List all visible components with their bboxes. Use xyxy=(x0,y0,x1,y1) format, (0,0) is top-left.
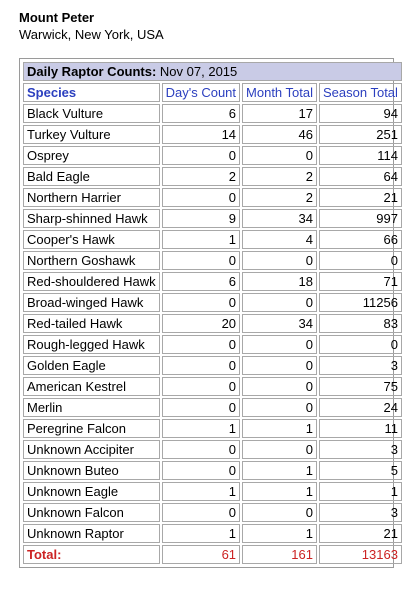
month-total-cell: 18 xyxy=(242,272,317,291)
day-count-cell: 2 xyxy=(162,167,240,186)
day-count-cell: 0 xyxy=(162,146,240,165)
raptor-counts-table xyxy=(19,58,398,568)
season-total-cell: 3 xyxy=(319,440,402,459)
table-row xyxy=(23,482,402,501)
day-count-cell: 20 xyxy=(162,314,240,333)
table-row xyxy=(23,524,402,543)
month-total-cell: 17 xyxy=(242,104,317,123)
season-total-cell: 11 xyxy=(319,419,402,438)
species-cell: Unknown Raptor xyxy=(23,524,160,543)
day-count-cell: 1 xyxy=(162,230,240,249)
day-count-cell: 6 xyxy=(162,104,240,123)
month-total-cell: 0 xyxy=(242,398,317,417)
season-total-cell: 5 xyxy=(319,461,402,480)
species-cell: Unknown Eagle xyxy=(23,482,160,501)
day-count-cell: 0 xyxy=(162,356,240,375)
species-cell: Sharp-shinned Hawk xyxy=(23,209,160,228)
species-cell: Merlin xyxy=(23,398,160,417)
day-count-cell: 0 xyxy=(162,188,240,207)
report-header-row xyxy=(23,62,402,81)
day-count-cell: 14 xyxy=(162,125,240,144)
season-total-cell: 0 xyxy=(319,335,402,354)
day-count-cell: 0 xyxy=(162,251,240,270)
species-cell: Red-shouldered Hawk xyxy=(23,272,160,291)
table-row xyxy=(23,146,402,165)
day-count-cell: 0 xyxy=(162,503,240,522)
report-title: Daily Raptor Counts: xyxy=(27,64,157,79)
season-total-cell: 66 xyxy=(319,230,402,249)
season-total-cell: 21 xyxy=(319,188,402,207)
month-total-cell: 0 xyxy=(242,335,317,354)
table-row xyxy=(23,356,402,375)
species-cell: Golden Eagle xyxy=(23,356,160,375)
site-location: Warwick, New York, USA xyxy=(19,27,164,42)
season-total-cell: 24 xyxy=(319,398,402,417)
table-row xyxy=(23,419,402,438)
month-total-cell: 0 xyxy=(242,440,317,459)
table-row xyxy=(23,377,402,396)
month-total-cell: 1 xyxy=(242,461,317,480)
counts-grid xyxy=(21,60,404,566)
day-count-cell: 1 xyxy=(162,419,240,438)
season-total-cell: 83 xyxy=(319,314,402,333)
species-cell: Black Vulture xyxy=(23,104,160,123)
month-total-cell: 0 xyxy=(242,377,317,396)
season-total-cell: 3 xyxy=(319,356,402,375)
day-count-column-header: Day's Count xyxy=(162,83,240,102)
month-total-cell: 2 xyxy=(242,167,317,186)
month-total-cell: 34 xyxy=(242,209,317,228)
column-header-row xyxy=(23,83,402,102)
month-total-column-header: Month Total xyxy=(242,83,317,102)
table-row xyxy=(23,335,402,354)
table-row xyxy=(23,461,402,480)
table-row xyxy=(23,125,402,144)
table-row xyxy=(23,440,402,459)
table-row xyxy=(23,230,402,249)
table-row xyxy=(23,293,402,312)
month-total-cell: 1 xyxy=(242,482,317,501)
total-row xyxy=(23,545,402,564)
month-total-cell: 2 xyxy=(242,188,317,207)
day-count-cell: 9 xyxy=(162,209,240,228)
species-cell: American Kestrel xyxy=(23,377,160,396)
table-row xyxy=(23,188,402,207)
day-count-cell: 1 xyxy=(162,524,240,543)
species-cell: Rough-legged Hawk xyxy=(23,335,160,354)
species-cell: Turkey Vulture xyxy=(23,125,160,144)
day-count-cell: 0 xyxy=(162,293,240,312)
species-cell: Cooper's Hawk xyxy=(23,230,160,249)
season-total-column-header: Season Total xyxy=(319,83,402,102)
table-row xyxy=(23,314,402,333)
day-count-cell: 6 xyxy=(162,272,240,291)
month-total-cell: 34 xyxy=(242,314,317,333)
total-season-total: 13163 xyxy=(319,545,402,564)
species-cell: Northern Harrier xyxy=(23,188,160,207)
season-total-cell: 75 xyxy=(319,377,402,396)
season-total-cell: 1 xyxy=(319,482,402,501)
species-cell: Northern Goshawk xyxy=(23,251,160,270)
season-total-cell: 0 xyxy=(319,251,402,270)
total-day-count: 61 xyxy=(162,545,240,564)
season-total-cell: 3 xyxy=(319,503,402,522)
species-cell: Osprey xyxy=(23,146,160,165)
month-total-cell: 0 xyxy=(242,503,317,522)
table-row xyxy=(23,251,402,270)
day-count-cell: 0 xyxy=(162,440,240,459)
month-total-cell: 0 xyxy=(242,146,317,165)
species-cell: Unknown Accipiter xyxy=(23,440,160,459)
day-count-cell: 0 xyxy=(162,398,240,417)
table-row xyxy=(23,167,402,186)
table-row xyxy=(23,398,402,417)
season-total-cell: 64 xyxy=(319,167,402,186)
table-row xyxy=(23,209,402,228)
species-cell: Red-tailed Hawk xyxy=(23,314,160,333)
day-count-cell: 0 xyxy=(162,461,240,480)
month-total-cell: 0 xyxy=(242,293,317,312)
site-name: Mount Peter xyxy=(19,10,95,25)
season-total-cell: 251 xyxy=(319,125,402,144)
table-row xyxy=(23,272,402,291)
month-total-cell: 1 xyxy=(242,419,317,438)
day-count-cell: 0 xyxy=(162,377,240,396)
season-total-cell: 114 xyxy=(319,146,402,165)
species-cell: Bald Eagle xyxy=(23,167,160,186)
species-cell: Unknown Falcon xyxy=(23,503,160,522)
table-row xyxy=(23,104,402,123)
species-column-header: Species xyxy=(23,83,160,102)
table-row xyxy=(23,503,402,522)
day-count-cell: 1 xyxy=(162,482,240,501)
total-month-total: 161 xyxy=(242,545,317,564)
month-total-cell: 0 xyxy=(242,251,317,270)
season-total-cell: 94 xyxy=(319,104,402,123)
species-cell: Peregrine Falcon xyxy=(23,419,160,438)
month-total-cell: 0 xyxy=(242,356,317,375)
season-total-cell: 11256 xyxy=(319,293,402,312)
season-total-cell: 21 xyxy=(319,524,402,543)
total-label: Total: xyxy=(23,545,160,564)
report-header xyxy=(23,62,402,81)
species-cell: Unknown Buteo xyxy=(23,461,160,480)
species-cell: Broad-winged Hawk xyxy=(23,293,160,312)
season-total-cell: 997 xyxy=(319,209,402,228)
report-date: Nov 07, 2015 xyxy=(159,64,238,79)
month-total-cell: 46 xyxy=(242,125,317,144)
season-total-cell: 71 xyxy=(319,272,402,291)
month-total-cell: 4 xyxy=(242,230,317,249)
day-count-cell: 0 xyxy=(162,335,240,354)
month-total-cell: 1 xyxy=(242,524,317,543)
